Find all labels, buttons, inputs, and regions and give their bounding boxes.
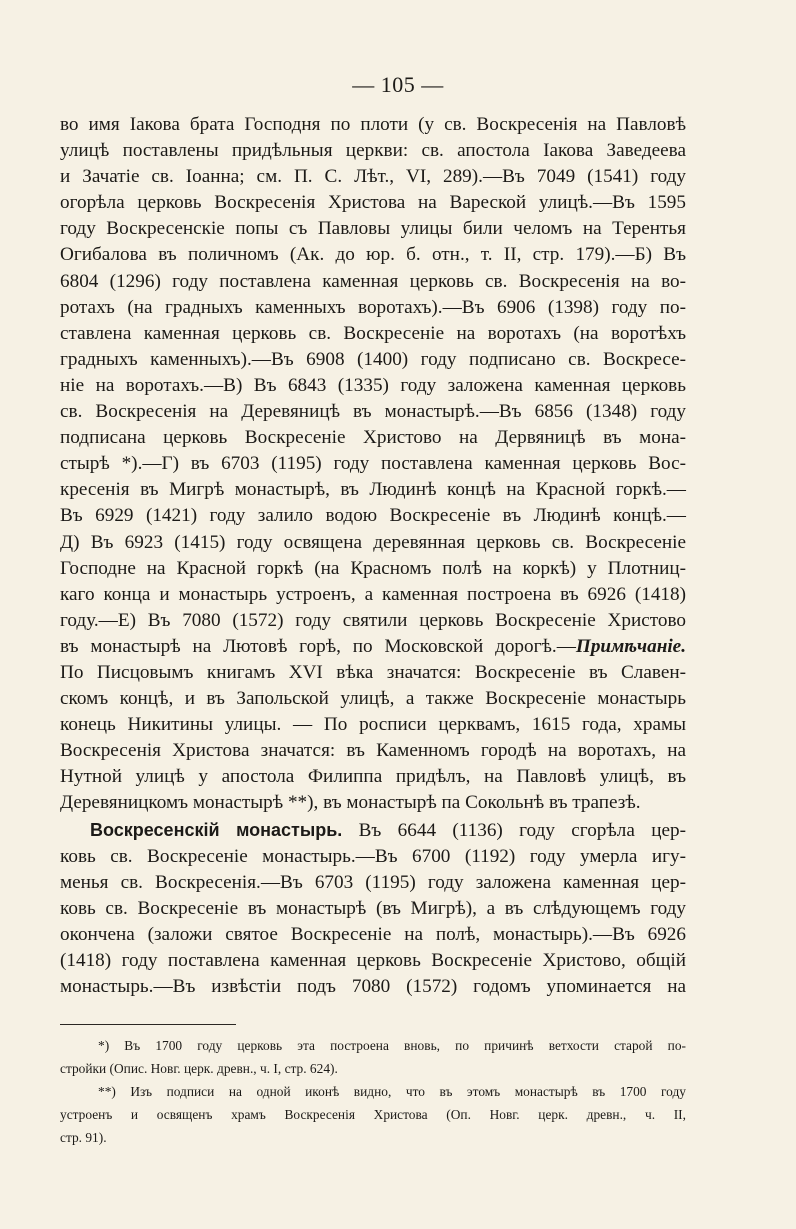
footnotes <box>60 1034 686 1149</box>
text-line: конець Никитины улицы. — По росписи церквамъ, 1615 года, храмы <box>60 714 686 736</box>
remark-label: Примѣчаніе. <box>575 635 686 657</box>
section-heading: Воскресенскій монастырь. <box>90 819 343 840</box>
text-line: менья св. Воскресенія.—Въ 6703 (1195) году заложена каменная цер- <box>60 871 686 893</box>
text-line: св. Воскресенія на Деревяницѣ въ монастырѣ.—Въ 6856 (1348) году <box>60 401 686 423</box>
text-line: году.—Е) Въ 7080 (1572) году святили церковь Воскресеніе Христово <box>60 609 686 631</box>
text-line: стырѣ *).—Г) въ 6703 (1195) году поставлена каменная церковь Вос- <box>60 453 686 475</box>
footnote-2-line <box>60 1080 686 1103</box>
text-line: улицѣ поставлены придѣльныя церкви: св. апостола Іакова Заведеева <box>60 140 686 162</box>
text-line: Д) Въ 6923 (1415) году освящена деревянная церковь св. Воскресеніе <box>60 531 686 553</box>
text-line: во имя Іакова брата Господня по плоти (у св. Воскресенія на Павловѣ <box>60 114 686 135</box>
text-line: каго конца и монастырь устроенъ, а каменная построена въ 6926 (1418) <box>60 583 686 605</box>
text-line: Господне на Красной горкѣ (на Красномъ полѣ на коркѣ) у Плотниц- <box>60 557 686 579</box>
footnote-divider <box>60 1024 236 1025</box>
text-line: Деревяницкомъ монастырѣ **), въ монастырѣ па Сокольнѣ въ трапезѣ. <box>60 792 641 814</box>
text-line: Воскресенія Христова значатся: въ Каменномъ городѣ на воротахъ, на <box>60 740 686 762</box>
text-line: ніе на воротахъ.—В) Въ 6843 (1335) году заложена каменная церковь <box>60 374 686 396</box>
text-line: году Воскресенскіе попы съ Павловы улицы били челомъ на Терентья <box>60 218 686 240</box>
text-line: ротахъ (на градныхъ каменныхъ воротахъ).—Въ 6906 (1398) году по- <box>60 296 686 318</box>
text-line: Огибалова въ поличномъ (Ак. до юр. б. отн., т. II, стр. 179).—Б) Въ <box>60 244 686 266</box>
text-line: ковь св. Воскресеніе монастырь.—Въ 6700 (1192) году умерла игу- <box>60 845 686 867</box>
text-line-part: въ монастырѣ на Лютовѣ горѣ, по Московской дорогѣ.— <box>60 635 576 657</box>
text-line: кресенія въ Мигрѣ монастырѣ, въ Людинѣ концѣ на Красной горкѣ.— <box>60 479 686 501</box>
text-line: градныхъ каменныхъ).—Въ 6908 (1400) году подписано св. Воскресе- <box>60 348 686 370</box>
text-line: скомъ концѣ, и въ Запольской улицѣ, а также Воскресеніе монастырь <box>60 688 686 710</box>
page-number: — 105 — <box>352 72 444 97</box>
text-line: 6804 (1296) году поставлена каменная церковь св. Воскресенія на во- <box>60 270 686 292</box>
text-line-with-note <box>60 634 686 660</box>
text-line: (1418) году поставлена каменная церковь Воскресеніе Христово, общій <box>60 950 686 971</box>
text-line: ставлена каменная церковь св. Воскресеніе на воротахъ (на воротѣхъ <box>60 322 686 344</box>
footnote-1-line: стройки (Опис. Новг. церк. древн., ч. I, стр. 624). <box>60 1061 338 1076</box>
footnote-text: **) Изъ подписи на одной иконѣ видно, что въ этомъ монастырѣ въ 1700 году <box>98 1084 686 1099</box>
footnote-2-line: устроенъ и освященъ храмъ Воскресенія Христова (Оп. Новг. церк. древн., ч. II, <box>60 1107 686 1122</box>
text-line-part: Въ 6644 (1136) году сгорѣла цер- <box>342 819 686 841</box>
section-heading-line <box>60 817 686 844</box>
text-line: ковь св. Воскресеніе въ монастырѣ (въ Мигрѣ), а въ слѣдующемъ году <box>60 897 686 919</box>
footnote-1-line <box>60 1034 686 1057</box>
main-text <box>60 112 686 1000</box>
text-line: монастырь.—Въ извѣстіи подъ 7080 (1572) годомъ упоминается на <box>60 976 686 998</box>
text-line: и Зачатіе св. Іоанна; см. П. С. Лѣт., VI, 289).—Въ 7049 (1541) году <box>60 166 686 188</box>
text-line: По Писцовымъ книгамъ XVI вѣка значатся: Воскресеніе въ Славен- <box>60 661 686 683</box>
text-line: огорѣла церковь Воскресенія Христова на Вареской улицѣ.—Въ 1595 <box>60 192 686 214</box>
text-line: окончена (заложи святое Воскресеніе на полѣ, монастырь).—Въ 6926 <box>60 923 686 945</box>
text-line: Нутной улицѣ у апостола Филиппа придѣлъ, на Павловѣ улицѣ, въ <box>60 766 686 788</box>
text-line: Въ 6929 (1421) году залило водою Воскресеніе въ Людинѣ концѣ.— <box>60 505 686 527</box>
footnote-2-line: стр. 91). <box>60 1130 107 1145</box>
footnote-text: *) Въ 1700 году церковь эта построена вновь, по причинѣ ветхости старой по- <box>98 1038 686 1053</box>
text-line: подписана церковь Воскресеніе Христово на Дервяницѣ въ мона- <box>60 427 686 449</box>
